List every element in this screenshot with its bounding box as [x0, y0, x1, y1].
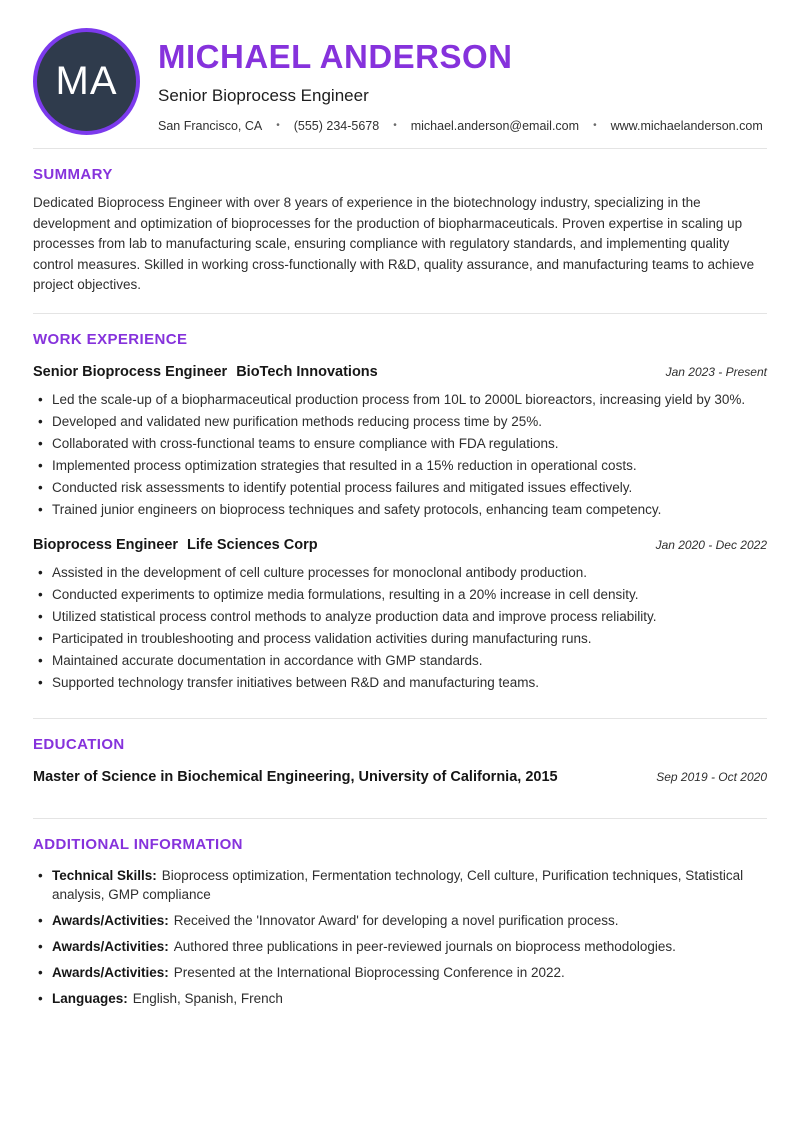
additional-information-list: [33, 866, 767, 1008]
additional-item-text: English, Spanish, French: [132, 990, 283, 1006]
education-heading: EDUCATION: [33, 735, 125, 753]
additional-item-label: Technical Skills:: [52, 867, 157, 883]
avatar: [33, 28, 140, 135]
job-title: Senior Bioprocess Engineer: [33, 363, 228, 380]
section-work-experience: [33, 331, 767, 694]
bullet-item: • Utilized statistical process control methods to analyze production data and improve process reliability.: [33, 606, 767, 628]
section-divider: [33, 313, 767, 314]
education-entry: [33, 769, 767, 785]
bullet-item: • Conducted risk assessments to identify potential process failures and mitigated issues effectively.: [33, 477, 767, 499]
section-divider: [33, 718, 767, 719]
separator-dot: •: [593, 120, 597, 132]
summary-text: Dedicated Bioprocess Engineer with over 8 years of experience in the biotechnology industry, specializing in the development and optimization of bioprocesses for the production of biopharmaceuticals. Proven expertise in scaling up processes from lab to manufacturing scale, ensuring compliance with regulatory standards, and implementing quality control measures. Skilled in working cross-functionally with R&D, quality assurance, and manufacturing teams to achieve project objectives.: [33, 195, 755, 292]
contact-line: [158, 119, 763, 133]
additional-information-heading: ADDITIONAL INFORMATION: [33, 835, 243, 853]
work-experience-heading: WORK EXPERIENCE: [33, 330, 188, 348]
bullet-item: • Maintained accurate documentation in accordance with GMP standards.: [33, 650, 767, 672]
bullet-item: • Conducted experiments to optimize media formulations, resulting in a 20% increase in cell density.: [33, 584, 767, 606]
contact-website: www.michaelanderson.com: [610, 118, 763, 133]
separator-dot: •: [393, 120, 397, 132]
job-dates: Jan 2020 - Dec 2022: [655, 537, 767, 552]
bullet-item: • Participated in troubleshooting and process validation activities during manufacturing runs.: [33, 628, 767, 650]
additional-item-text: Authored three publications in peer-reviewed journals on bioprocess methodologies.: [173, 938, 676, 954]
bullet-item: • Led the scale-up of a biopharmaceutical production process from 10L to 2000L bioreactors, increasing yield by 30%.: [33, 389, 767, 411]
bullet-item: • Developed and validated new purification methods reducing process time by 25%.: [33, 411, 767, 433]
additional-item: [33, 866, 767, 904]
additional-item-label: Awards/Activities:: [52, 964, 169, 980]
candidate-name: MICHAEL ANDERSON: [158, 38, 513, 75]
bullet-item: • Supported technology transfer initiatives between R&D and manufacturing teams.: [33, 672, 767, 694]
job-title-line: [33, 364, 378, 380]
additional-item-label: Languages:: [52, 990, 128, 1006]
additional-item-label: Awards/Activities:: [52, 938, 169, 954]
contact-phone: (555) 234-5678: [293, 118, 380, 133]
additional-item: [33, 989, 767, 1008]
additional-item-text: Presented at the International Bioprocessing Conference in 2022.: [173, 964, 565, 980]
job-bullet-list: [33, 562, 767, 694]
candidate-title: Senior Bioprocess Engineer: [158, 85, 369, 105]
education-degree: Master of Science in Biochemical Engineering, University of California, 2015: [33, 768, 558, 785]
additional-item-label: Awards/Activities:: [52, 912, 169, 928]
summary-heading: SUMMARY: [33, 166, 113, 183]
bullet-item: • Assisted in the development of cell culture processes for monoclonal antibody production.: [33, 562, 767, 584]
job-entry: [33, 364, 767, 521]
bullet-item: • Trained junior engineers on bioprocess techniques and safety protocols, enhancing team competency.: [33, 499, 767, 521]
separator-dot: •: [276, 120, 280, 132]
contact-location: San Francisco, CA: [158, 118, 263, 133]
job-bullet-list: [33, 389, 767, 521]
bullet-item: • Collaborated with cross-functional teams to ensure compliance with FDA regulations.: [33, 433, 767, 455]
section-education: [33, 736, 767, 785]
section-summary: [33, 166, 767, 296]
additional-item-text: Bioprocess optimization, Fermentation technology, Cell culture, Purification techniques, Statistical analysis, GMP compliance: [52, 867, 744, 902]
header-text-block: [158, 28, 763, 133]
job-dates: Jan 2023 - Present: [665, 364, 767, 379]
job-title: Bioprocess Engineer: [33, 536, 179, 553]
job-company: Life Sciences Corp: [187, 536, 318, 553]
resume-header: [33, 0, 767, 135]
job-entry: [33, 537, 767, 694]
additional-item: [33, 937, 767, 956]
section-divider: [33, 818, 767, 819]
section-divider: [33, 148, 767, 149]
education-dates: Sep 2019 - Oct 2020: [656, 769, 767, 784]
section-additional-information: [33, 836, 767, 1008]
contact-email: michael.anderson@email.com: [410, 118, 580, 133]
job-company: BioTech Innovations: [236, 363, 378, 380]
additional-item: [33, 911, 767, 930]
job-title-line: [33, 537, 318, 553]
avatar-initials: MA: [55, 59, 118, 103]
additional-item: [33, 963, 767, 982]
job-header: [33, 364, 767, 380]
additional-item-text: Received the 'Innovator Award' for developing a novel purification process.: [173, 912, 619, 928]
bullet-item: • Implemented process optimization strategies that resulted in a 15% reduction in operational costs.: [33, 455, 767, 477]
job-header: [33, 537, 767, 553]
